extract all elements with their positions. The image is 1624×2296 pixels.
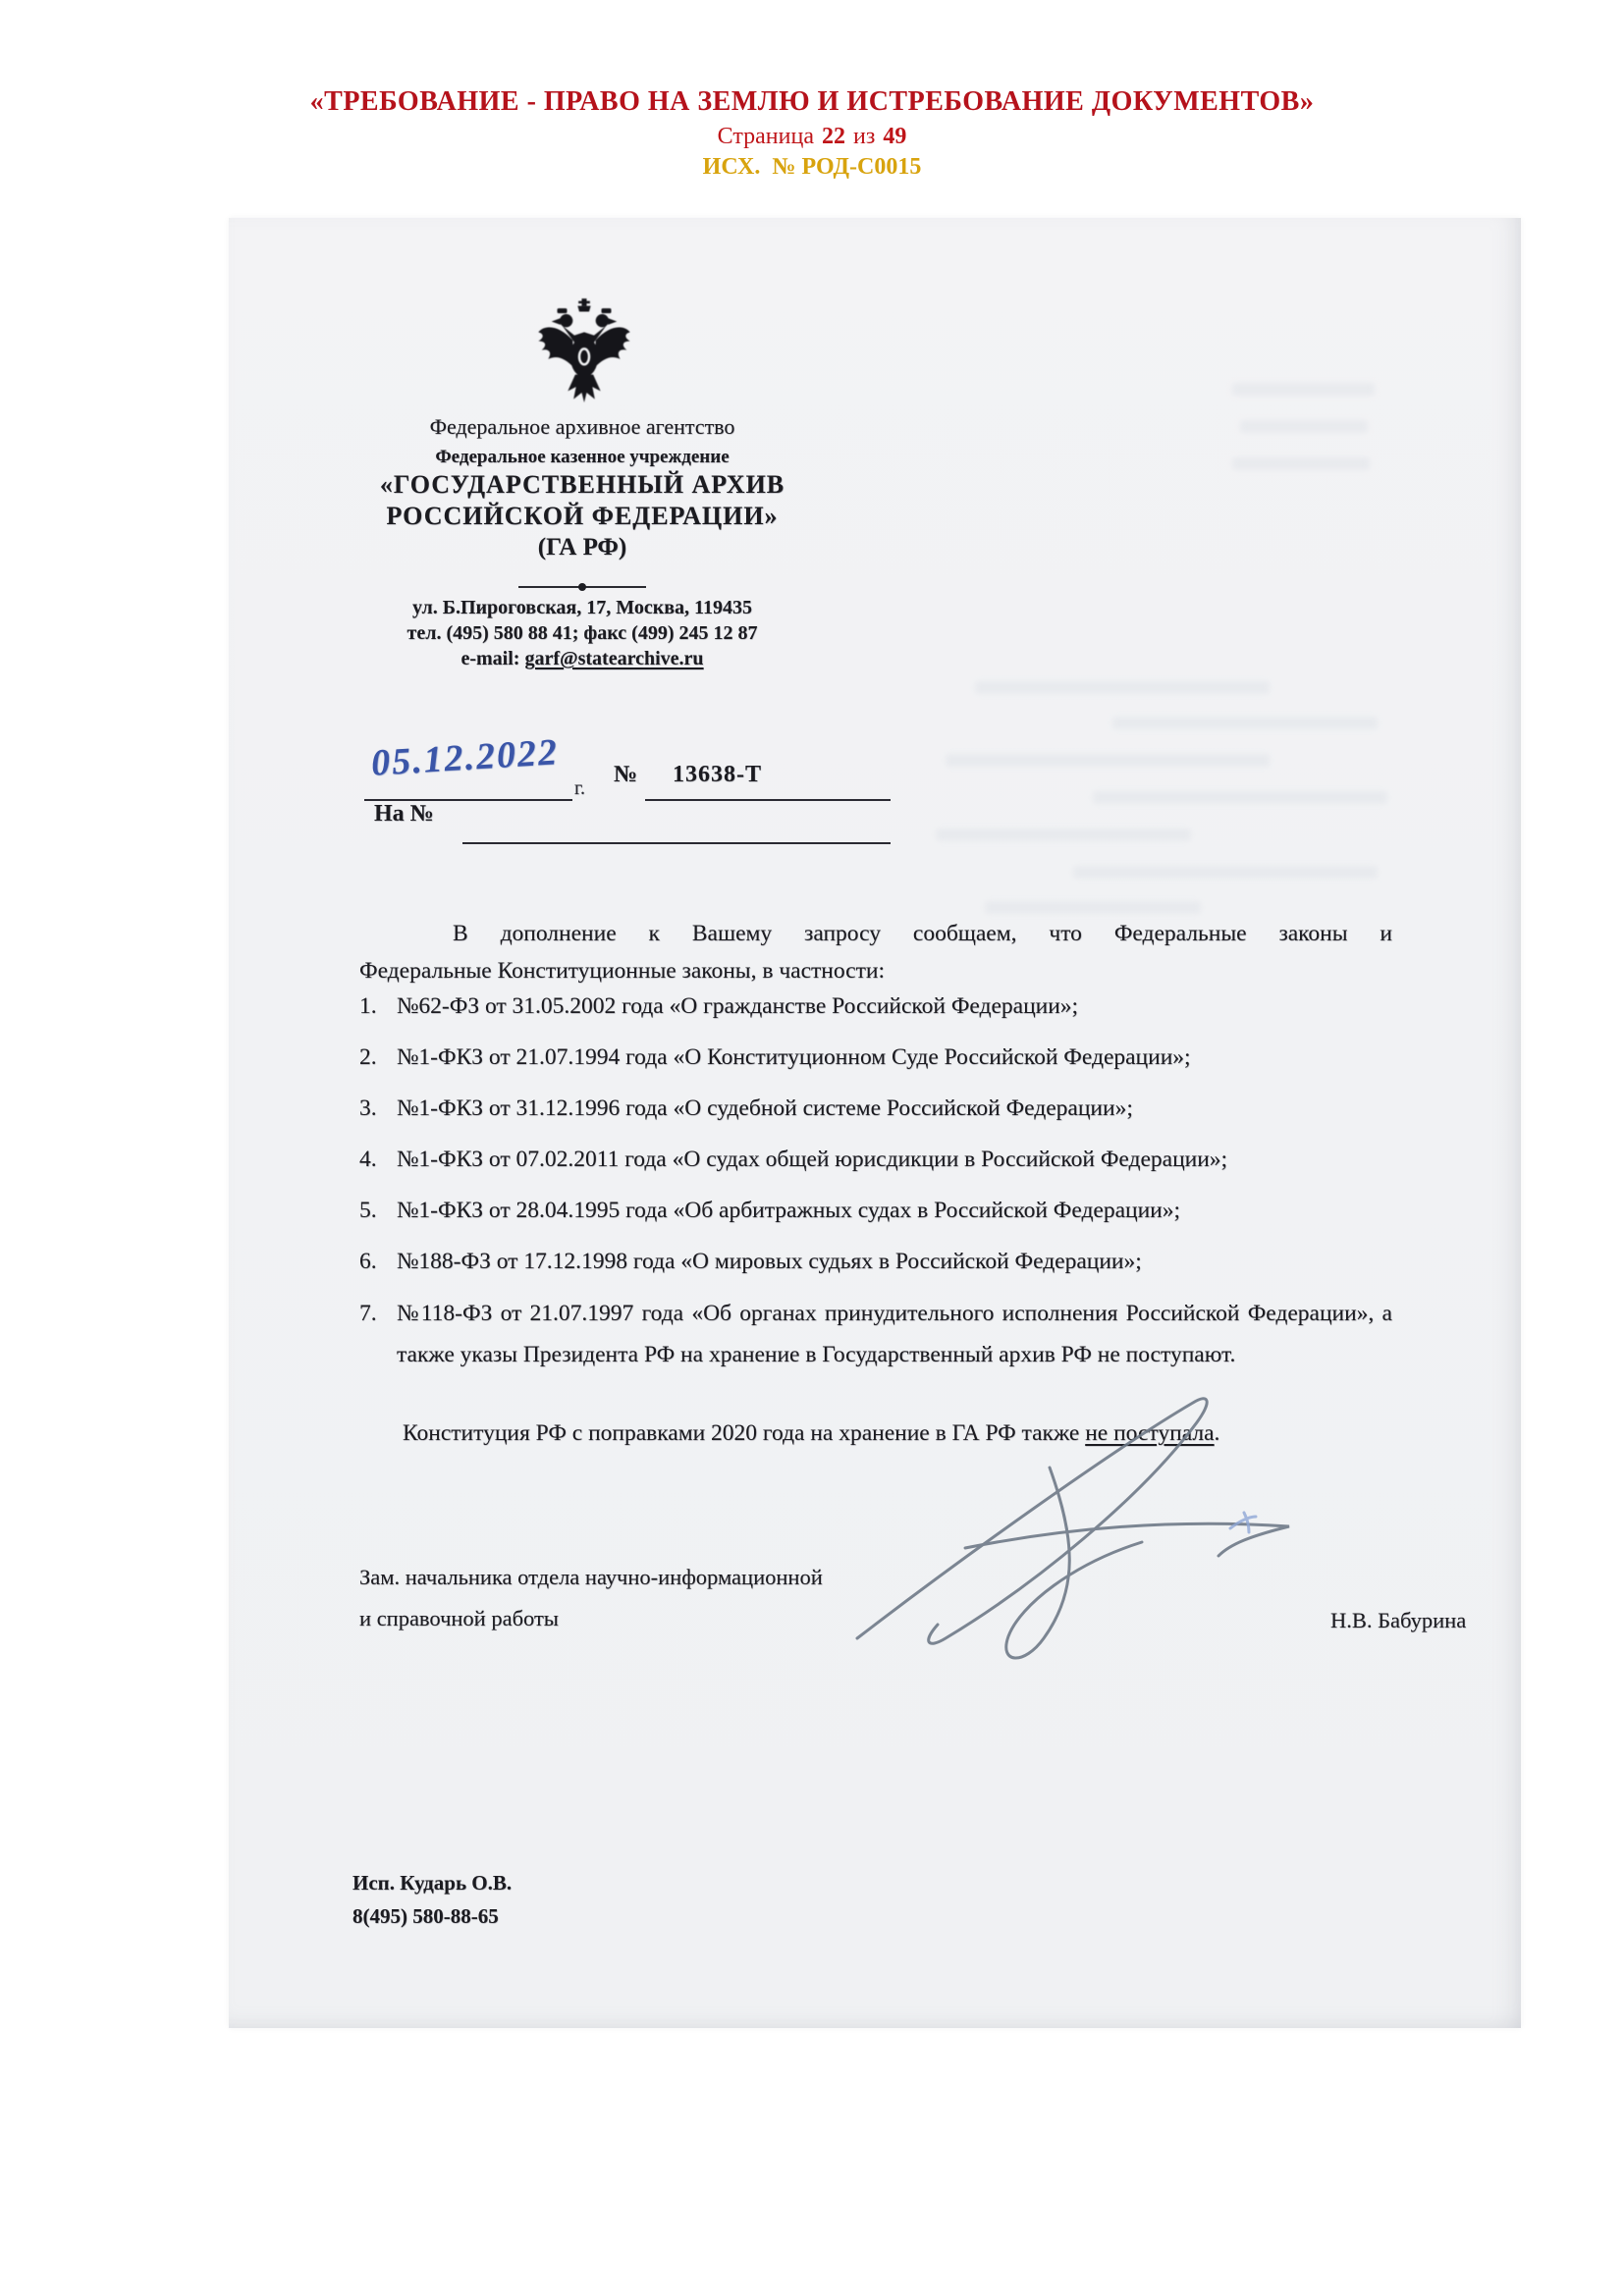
intro-line2: Федеральные Конституционные законы, в частности: (359, 958, 885, 984)
law-text: №1-ФКЗ от 31.12.1996 года «О судебной системе Российской Федерации»; (397, 1095, 1133, 1121)
date-suffix: г. (574, 777, 585, 799)
page-current-number: 22 (821, 124, 845, 149)
law-list-item (359, 1242, 1392, 1281)
intro-line1: В дополнение к Вашему запросу сообщаем, что Федеральные законы и (453, 921, 1392, 946)
list-number: 5. (359, 1198, 377, 1223)
outgoing-reference-number: ИСХ. № РОД-С0015 (702, 154, 922, 180)
scanned-document (229, 218, 1521, 2028)
bleed-through-text (1232, 457, 1370, 470)
signer-position-line1: Зам. начальника отдела научно-информационной (359, 1565, 823, 1589)
bleed-through-text (1093, 791, 1387, 804)
blue-ink-mark (1230, 1513, 1256, 1532)
postal-address: ул. Б.Пироговская, 17, Москва, 119435 (412, 597, 752, 618)
law-text: №188-ФЗ от 17.12.1998 года «О мировых судьях в Российской Федерации»; (397, 1249, 1142, 1274)
law-text: №118-ФЗ от 21.07.1997 года «Об органах принудительного исполнения Российской Федерации», а также указы Президента РФ на хранение в Государственный архив РФ не поступают. (397, 1301, 1392, 1367)
page-indicator (0, 124, 1624, 150)
russian-coat-of-arms-icon (535, 296, 633, 410)
organization-name-line1: «ГОСУДАРСТВЕННЫЙ АРХИВ (379, 470, 785, 499)
bleed-through-text (1240, 420, 1368, 433)
reply-underline (462, 842, 891, 844)
law-list-item (359, 1038, 1392, 1077)
signer-position-line2: и справочной работы (359, 1606, 559, 1630)
number-sign: № (614, 762, 638, 787)
executor-phone: 8(495) 580-88-65 (352, 1904, 499, 1928)
agency-name: Федеральное архивное агентство (429, 414, 735, 439)
organization-name-line2: РОССИЙСКОЙ ФЕДЕРАЦИИ» (386, 502, 779, 530)
bleed-through-text (1073, 866, 1378, 879)
bleed-through-text (1232, 383, 1375, 396)
law-list-item (359, 1191, 1392, 1230)
divider-dot (578, 583, 586, 591)
list-number: 3. (359, 1095, 377, 1121)
bleed-through-text (936, 828, 1191, 841)
law-list-item (359, 987, 1392, 1026)
conclusion-underlined-text: не поступала (1085, 1420, 1215, 1446)
conclusion-period: . (1214, 1420, 1220, 1446)
law-list-item (359, 1140, 1392, 1179)
list-number: 4. (359, 1147, 377, 1172)
bleed-through-text (975, 681, 1270, 694)
list-number: 1. (359, 993, 377, 1019)
list-number: 7. (359, 1301, 377, 1326)
law-text: №62-ФЗ от 31.05.2002 года «О гражданстве Российской Федерации»; (397, 993, 1079, 1019)
intro-paragraph (359, 915, 1392, 989)
letterhead-divider (518, 583, 646, 590)
number-underline (645, 799, 891, 801)
list-number: 2. (359, 1044, 377, 1070)
signer-name: Н.В. Бабурина (1330, 1608, 1467, 1632)
law-text: №1-ФКЗ от 21.07.1994 года «О Конституционном Суде Российской Федерации»; (397, 1044, 1191, 1070)
law-list-item (359, 1293, 1392, 1375)
email-line (288, 648, 877, 670)
law-text: №1-ФКЗ от 28.04.1995 года «Об арбитражных судах в Российской Федерации»; (397, 1198, 1181, 1223)
handwritten-signature-icon (818, 1381, 1299, 1676)
executor-name: Исп. Кударь О.В. (352, 1871, 513, 1895)
list-number: 6. (359, 1249, 377, 1274)
outgoing-number: 13638-Т (673, 762, 762, 787)
bleed-through-text (946, 754, 1270, 767)
reply-to-label: На № (374, 801, 434, 827)
conclusion-text: Конституция РФ с поправками 2020 года на хранение в ГА РФ также (403, 1420, 1086, 1446)
law-text: №1-ФКЗ от 07.02.2011 года «О судах общей юрисдикции в Российской Федерации»; (397, 1147, 1228, 1172)
phone-fax: тел. (495) 580 88 41; факс (499) 245 12 87 (406, 622, 758, 644)
document-collection-title: «ТРЕБОВАНИЕ - ПРАВО НА ЗЕМЛЮ И ИСТРЕБОВАНИЕ ДОКУМЕНТОВ» (309, 86, 1315, 117)
handwritten-date: 05.12.2022 (369, 731, 561, 784)
email-label: e-mail: (460, 648, 525, 669)
page-indicator-prefix: Страница (717, 124, 814, 149)
bleed-through-text (985, 901, 1201, 914)
email-address: garf@statearchive.ru (524, 648, 704, 669)
bleed-through-text (1112, 717, 1378, 729)
law-list-item (359, 1089, 1392, 1128)
page-total-number: 49 (883, 124, 907, 149)
page-indicator-of: из (852, 124, 876, 149)
organization-abbreviation: (ГА РФ) (537, 534, 627, 561)
organization-type: Федеральное казенное учреждение (435, 447, 730, 467)
